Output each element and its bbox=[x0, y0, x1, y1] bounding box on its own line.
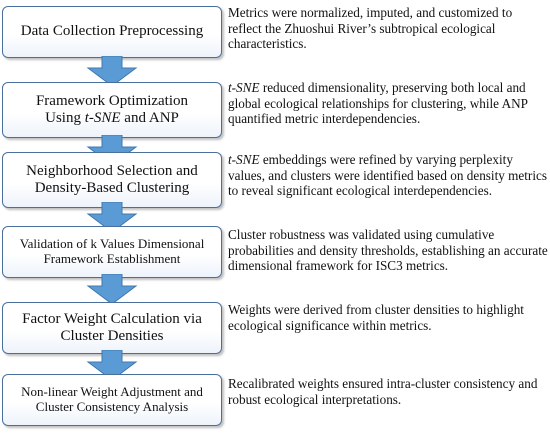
step-4-label-line-1: Validation of k Values Dimensional bbox=[19, 236, 205, 252]
step-6-description: Recalibrated weights ensured intra-cluster consistency and robust ecological interpretations. bbox=[228, 376, 538, 407]
step-3-label-line-1: Neighborhood Selection and bbox=[26, 162, 198, 179]
step-5-description: Weights were derived from cluster densities to highlight ecological significance within metrics. bbox=[228, 302, 524, 333]
step-5-label-line-2: Cluster Densities bbox=[60, 328, 164, 344]
step-3-box bbox=[2, 152, 222, 208]
step-4-box bbox=[2, 226, 222, 278]
step-2-box bbox=[2, 82, 222, 138]
step-5-label-line-1: Factor Weight Calculation via bbox=[22, 310, 202, 327]
step-6-label-line-1: Non-linear Weight Adjustment and bbox=[21, 384, 203, 400]
step-6-label-line-2: Cluster Consistency Analysis bbox=[35, 399, 189, 414]
step-2-description: t-SNE reduced dimensionality, preserving both local and global ecological relationships for clustering, while ANP quantified metric interdependencies. bbox=[228, 80, 528, 127]
step-2-label-line-2: Using t-SNE and ANP bbox=[45, 110, 179, 126]
step-1-box bbox=[2, 6, 222, 58]
step-3-label-line-2: Density-Based Clustering bbox=[34, 180, 190, 196]
step-4-label-line-2: Framework Establishment bbox=[43, 251, 181, 266]
step-4-description: Cluster robustness was validated using cumulative probabilities and density thresholds, establishing an accurate dimensional framework for ISC3 metrics. bbox=[228, 227, 548, 274]
step-3-description: t-SNE embeddings were refined by varying perplexity values, and clusters were identified based on density metrics to reveal significant ecological interdependencies. bbox=[228, 152, 547, 199]
step-2-label-line-1: Framework Optimization bbox=[35, 92, 189, 109]
step-1-label: Data Collection Preprocessing bbox=[20, 23, 204, 40]
step-1-description: Metrics were normalized, imputed, and customized to reflect the Zhuoshui River’s subtropical ecological characteristics. bbox=[228, 5, 513, 52]
step-5-box bbox=[2, 302, 222, 354]
step-6-box bbox=[2, 374, 222, 426]
arrow-down-icon bbox=[84, 274, 140, 304]
